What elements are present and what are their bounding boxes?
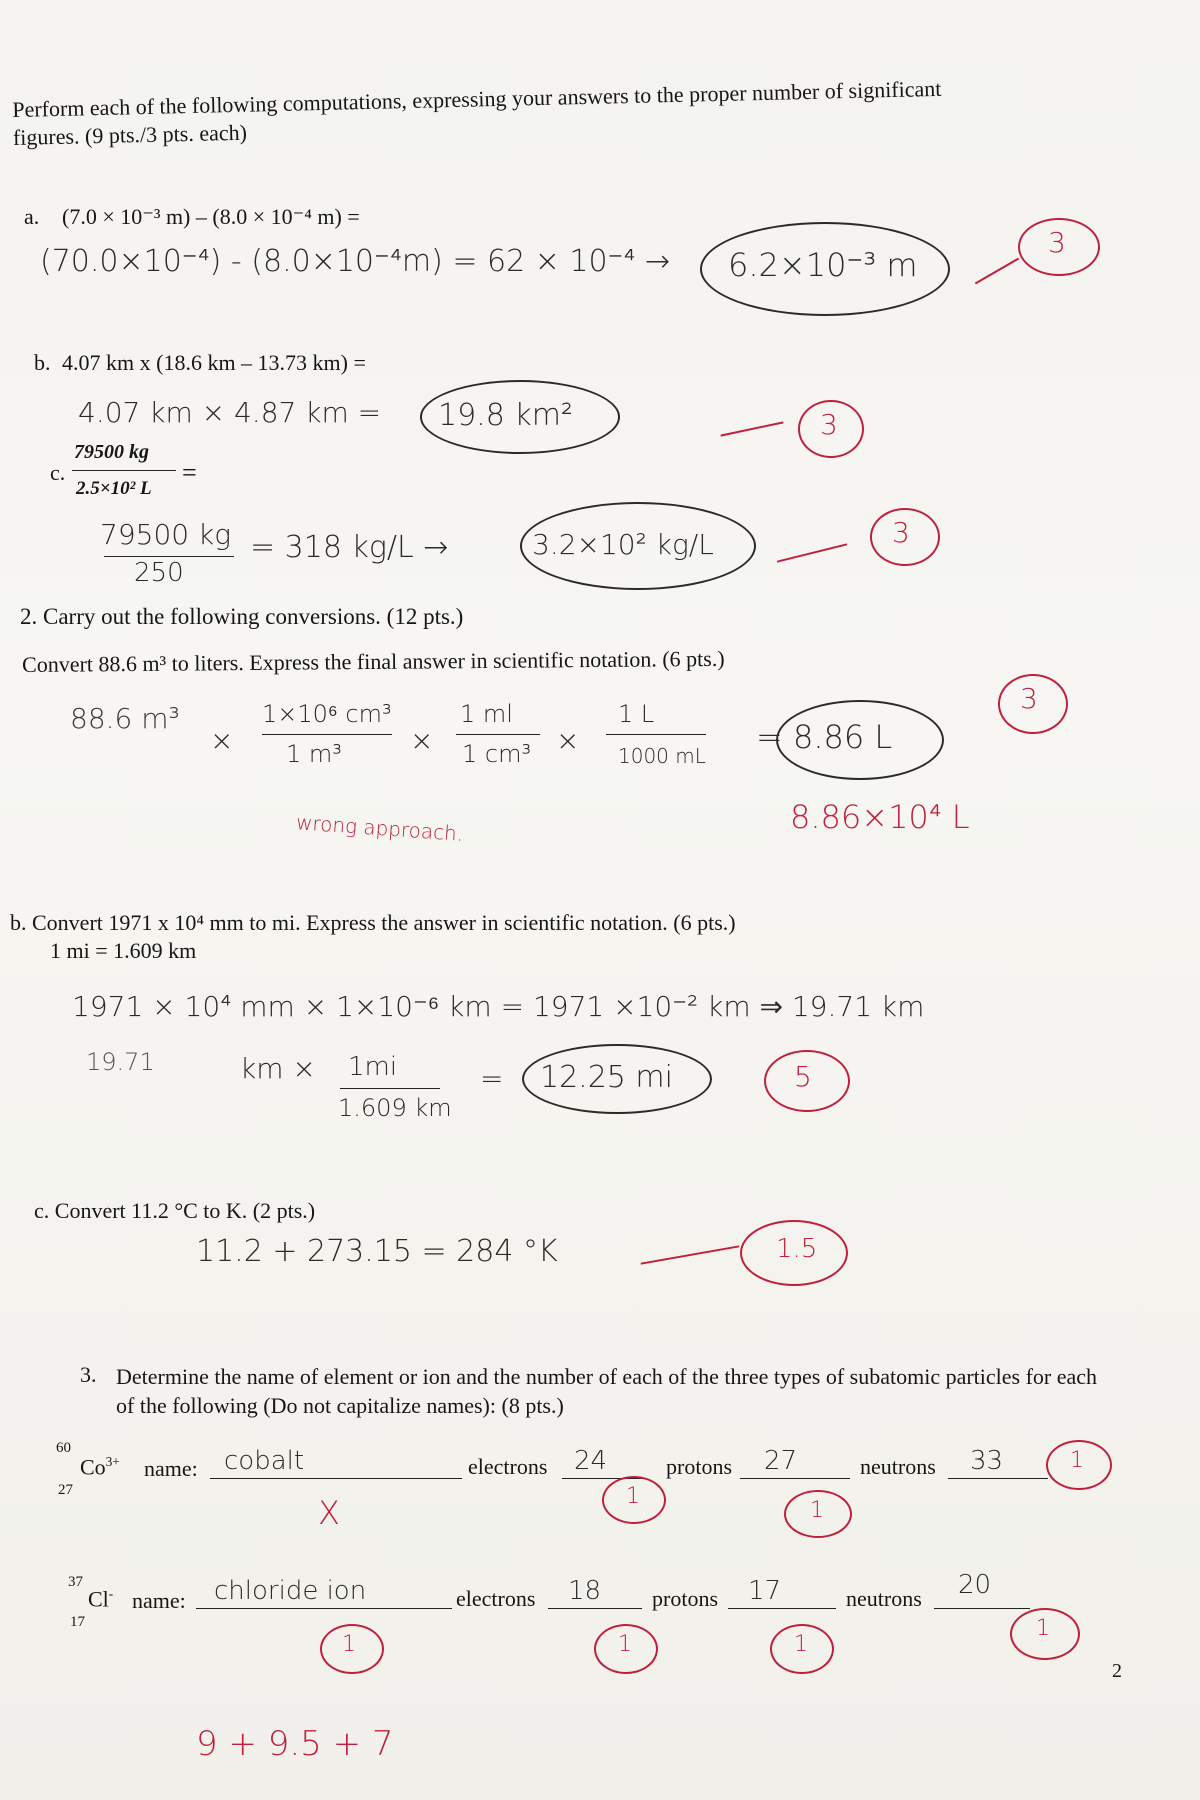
row1-neutrons-label: neutrons [860, 1454, 936, 1479]
row1-neutrons-score: 1 [1070, 1448, 1084, 1473]
row2-atomic-number: 17 [70, 1614, 85, 1630]
q2-heading: 2. Carry out the following conversions. (12 pts.) [20, 604, 464, 629]
row2-name: chloride ion [214, 1576, 367, 1606]
q3-prompt: Determine the name of element or ion and the number of each of the three types of subatomic particles for each of the following (Do not capitalize names): (8 pts.) [116, 1364, 1098, 1418]
q2b-frac-den: 1.609 km [338, 1094, 452, 1122]
q2a-f2-bar [456, 734, 540, 735]
q2a-f3-num: 1 L [618, 700, 655, 728]
row2-element-symbol: Cl [88, 1586, 109, 1612]
row1-symbol [80, 1454, 120, 1480]
row2-mass-number: 37 [68, 1574, 83, 1590]
row2-neutrons: 20 [958, 1570, 992, 1600]
q1a-checkmark [975, 258, 1019, 285]
q2b-work-line1: 1971 × 10⁴ mm × 1×10⁻⁶ km = 1971 ×10⁻² km ⇒ 19.71 km [72, 990, 925, 1023]
q1b-label: b. [34, 350, 51, 375]
row1-electrons-score: 1 [626, 1484, 640, 1509]
total-score: 9 + 9.5 + 7 [196, 1724, 394, 1764]
row2-electrons-score: 1 [618, 1632, 632, 1657]
q2a-correction: 8.86×10⁴ L [790, 798, 970, 836]
q2a-f1-num: 1×10⁶ cm³ [262, 700, 392, 728]
row2-protons-label: protons [652, 1586, 718, 1611]
q2a-prompt: Convert 88.6 m³ to liters. Express the final answer in scientific notation. (6 pts.) [22, 645, 725, 677]
row1-name-label: name: [144, 1456, 198, 1481]
q1b-score: 3 [820, 408, 838, 441]
row2-symbol [88, 1586, 113, 1612]
row1-neutrons-line [948, 1478, 1048, 1479]
q2a-comment: wrong approach. [295, 810, 465, 846]
row2-electrons: 18 [568, 1576, 602, 1606]
row2-name-line [196, 1608, 452, 1609]
q2b-answer: 12.25 mi [540, 1060, 673, 1095]
row1-protons: 27 [764, 1446, 798, 1476]
q1c-equals: = [182, 458, 197, 487]
q2c-score: 1.5 [776, 1234, 818, 1264]
row1-neutrons: 33 [970, 1446, 1004, 1476]
q1c-work-denominator: 250 [134, 558, 184, 588]
q2a-times-1: × [210, 724, 234, 757]
row2-electrons-label: electrons [456, 1586, 536, 1611]
q1c-fraction-bar [72, 470, 176, 471]
row2-neutrons-score: 1 [1036, 1616, 1050, 1641]
row1-protons-line [740, 1478, 850, 1479]
q2a-f3-den: 1000 mL [618, 744, 706, 768]
q1c-checkmark [777, 543, 847, 562]
q1a-label: a. [24, 204, 40, 229]
q2b-prompt: b. Convert 1971 x 10⁴ mm to mi. Express the answer in scientific notation. (6 pts.) [10, 910, 736, 935]
q2b-frac-num: 1mi [348, 1052, 398, 1082]
page-number: 2 [1112, 1660, 1122, 1682]
q1c-answer: 3.2×10² kg/L [532, 528, 714, 561]
q2a-answer: = 8.86 L [756, 718, 893, 756]
q2a-times-2: × [410, 724, 434, 757]
row1-mass-number: 60 [56, 1440, 71, 1456]
row2-protons: 17 [748, 1576, 782, 1606]
q2b-score: 5 [794, 1060, 812, 1093]
row2-name-score: 1 [342, 1632, 356, 1657]
q2b-frac-bar [340, 1088, 440, 1089]
q3-number: 3. [80, 1362, 97, 1387]
q1a-work: (70.0×10⁻⁴) - (8.0×10⁻⁴m) = 62 × 10⁻⁴ → [40, 244, 671, 279]
row1-electrons: 24 [574, 1446, 608, 1476]
row1-name: cobalt [224, 1446, 305, 1476]
q2a-score: 3 [1020, 682, 1038, 715]
row1-charge: 3+ [105, 1454, 120, 1469]
q2a-times-3: × [556, 724, 580, 757]
q1b-prompt: 4.07 km x (18.6 km – 13.73 km) = [62, 350, 366, 375]
q1b-work: 4.07 km × 4.87 km = [78, 396, 382, 429]
q1c-work-numerator: 79500 kg [100, 518, 231, 551]
q1b-answer: 19.8 km² [438, 398, 573, 433]
q2b-work2-start: 19.71 [86, 1048, 155, 1076]
q1c-work-bar [104, 556, 234, 557]
q1a-prompt: (7.0 × 10⁻³ m) – (8.0 × 10⁻⁴ m) = [62, 204, 360, 229]
q1c-work-middle: = 318 kg/L → [250, 530, 449, 565]
instructions: Perform each of the following computations, expressing your answers to the proper number of significant figures. (9 pts./3 pts. each) [12, 75, 942, 150]
row1-name-mark: X [318, 1494, 340, 1532]
q2a-f1-den: 1 m³ [286, 740, 342, 768]
q2b-work2-unit: km × [240, 1052, 316, 1085]
row2-protons-score: 1 [794, 1632, 808, 1657]
q1b-checkmark [720, 421, 783, 436]
q2b-given: 1 mi = 1.609 km [50, 938, 197, 963]
q2a-f2-den: 1 cm³ [462, 740, 532, 768]
row1-electrons-label: electrons [468, 1454, 548, 1479]
row2-neutrons-label: neutrons [846, 1586, 922, 1611]
q1c-denominator: 2.5×10² L [76, 478, 152, 499]
row2-neutrons-line [934, 1608, 1030, 1609]
q1c-numerator: 79500 kg [74, 441, 149, 463]
q2c-checkmark [641, 1245, 740, 1264]
q2b-equals: = [480, 1062, 504, 1095]
q2a-f3-bar [606, 734, 706, 735]
q2c-work: 11.2 + 273.15 = 284 °K [196, 1234, 558, 1269]
q2a-f1-bar [262, 734, 392, 735]
row2-electrons-line [548, 1608, 642, 1609]
row2-charge: - [108, 1586, 114, 1601]
row2-protons-line [728, 1608, 836, 1609]
row1-protons-label: protons [666, 1454, 732, 1479]
q1c-label: c. [50, 460, 66, 485]
row1-atomic-number: 27 [58, 1482, 73, 1498]
q2c-prompt: c. Convert 11.2 °C to K. (2 pts.) [34, 1198, 316, 1223]
q2a-start: 88.6 m³ [70, 702, 180, 735]
row1-protons-score: 1 [810, 1498, 824, 1523]
row1-name-line [210, 1478, 462, 1479]
q1a-answer: 6.2×10⁻³ m [728, 246, 918, 284]
q2a-f2-num: 1 ml [460, 700, 513, 728]
row2-name-label: name: [132, 1588, 186, 1613]
q1a-score: 3 [1048, 226, 1066, 259]
row1-element-symbol: Co [80, 1454, 106, 1480]
q1c-score: 3 [892, 516, 910, 549]
